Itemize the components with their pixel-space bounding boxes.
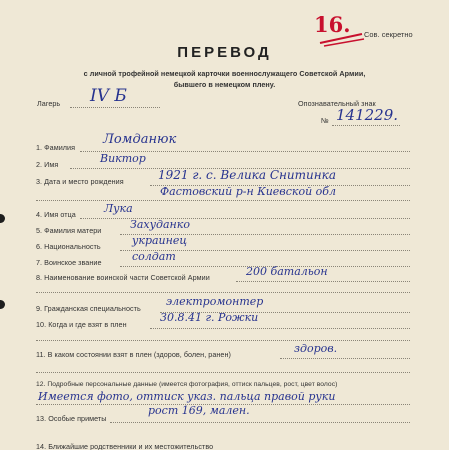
- id-tag-label: Опознавательный знак: [298, 99, 376, 108]
- field-value-mother: Захуданко: [130, 218, 190, 231]
- field-rule: [36, 292, 410, 293]
- field-label-marks: 13. Особые приметы: [36, 414, 107, 423]
- field-value-birth-line2: Фастовский р-н Киевской обл: [160, 185, 336, 198]
- field-label-personal-data: 12. Подробные персональные данные (имеется фотография, оттиск пальцев, рост, цвет волос): [36, 381, 338, 388]
- field-value-nationality: украинец: [132, 234, 188, 247]
- field-rule: [280, 358, 410, 359]
- field-label-nationality: 6. Национальность: [36, 242, 101, 251]
- field-value-unit: 200 батальон: [246, 265, 328, 278]
- field-rule: [36, 340, 410, 341]
- field-label-birth: 3. Дата и место рождения: [36, 177, 124, 186]
- camp-label: Лагерь: [37, 99, 61, 108]
- field-label-relatives: 14. Ближайшие родственники и их местожительство: [36, 442, 214, 450]
- camp-value: IV Б: [90, 86, 127, 106]
- id-tag-rule: [332, 125, 400, 126]
- field-label-unit: 8. Наименование воинской части Советской Армии: [36, 273, 210, 282]
- field-value-father: Лука: [104, 202, 133, 215]
- field-rule: [110, 422, 410, 423]
- stamp-number: 16.: [314, 12, 351, 37]
- field-value-birth: 1921 г. с. Велика Снитинка: [158, 168, 336, 182]
- field-label-specialty: 9. Гражданская специальность: [36, 304, 141, 313]
- field-label-capture: 10. Когда и где взят в плен: [36, 320, 127, 329]
- field-value-capture: 30.8.41 г. Рожки: [160, 311, 259, 324]
- field-value-specialty: электромонтер: [166, 295, 264, 308]
- field-label-condition: 11. В каком состоянии взят в плен (здоров, болен, ранен): [36, 350, 231, 359]
- field-value-rank: солдат: [132, 250, 176, 263]
- page-title: ПЕРЕВОД: [177, 44, 272, 61]
- field-rule: [36, 200, 410, 201]
- field-rule: [150, 328, 410, 329]
- field-label-surname: 1. Фамилия: [36, 143, 76, 152]
- field-value-condition: здоров.: [294, 342, 338, 355]
- field-label-mother: 5. Фамилия матери: [36, 226, 102, 235]
- field-value-name: Виктор: [100, 152, 146, 165]
- field-value-personal-data: Имеется фото, оттиск указ. пальца правой руки: [38, 390, 336, 403]
- subtitle-line1: с личной трофейной немецкой карточки военнослужащего Советской Армии,: [83, 69, 366, 78]
- field-label-rank: 7. Воинское звание: [36, 258, 102, 267]
- camp-rule: [70, 107, 160, 108]
- punch-hole-lower: [0, 300, 5, 309]
- field-value-surname: Ломданюк: [103, 132, 177, 147]
- field-label-name: 2. Имя: [36, 160, 59, 169]
- id-tag-value: 141229.: [336, 106, 399, 124]
- field-label-father: 4. Имя отца: [36, 210, 76, 219]
- id-tag-prefix: №: [321, 116, 329, 125]
- punch-hole-upper: [0, 214, 5, 223]
- field-rule: [36, 372, 410, 373]
- subtitle-line2: бывшего в немецком плену.: [173, 80, 276, 89]
- field-rule: [236, 281, 410, 282]
- classification-label: Сов. секретно: [364, 30, 413, 39]
- field-value-marks: рост 169, мален.: [148, 404, 250, 417]
